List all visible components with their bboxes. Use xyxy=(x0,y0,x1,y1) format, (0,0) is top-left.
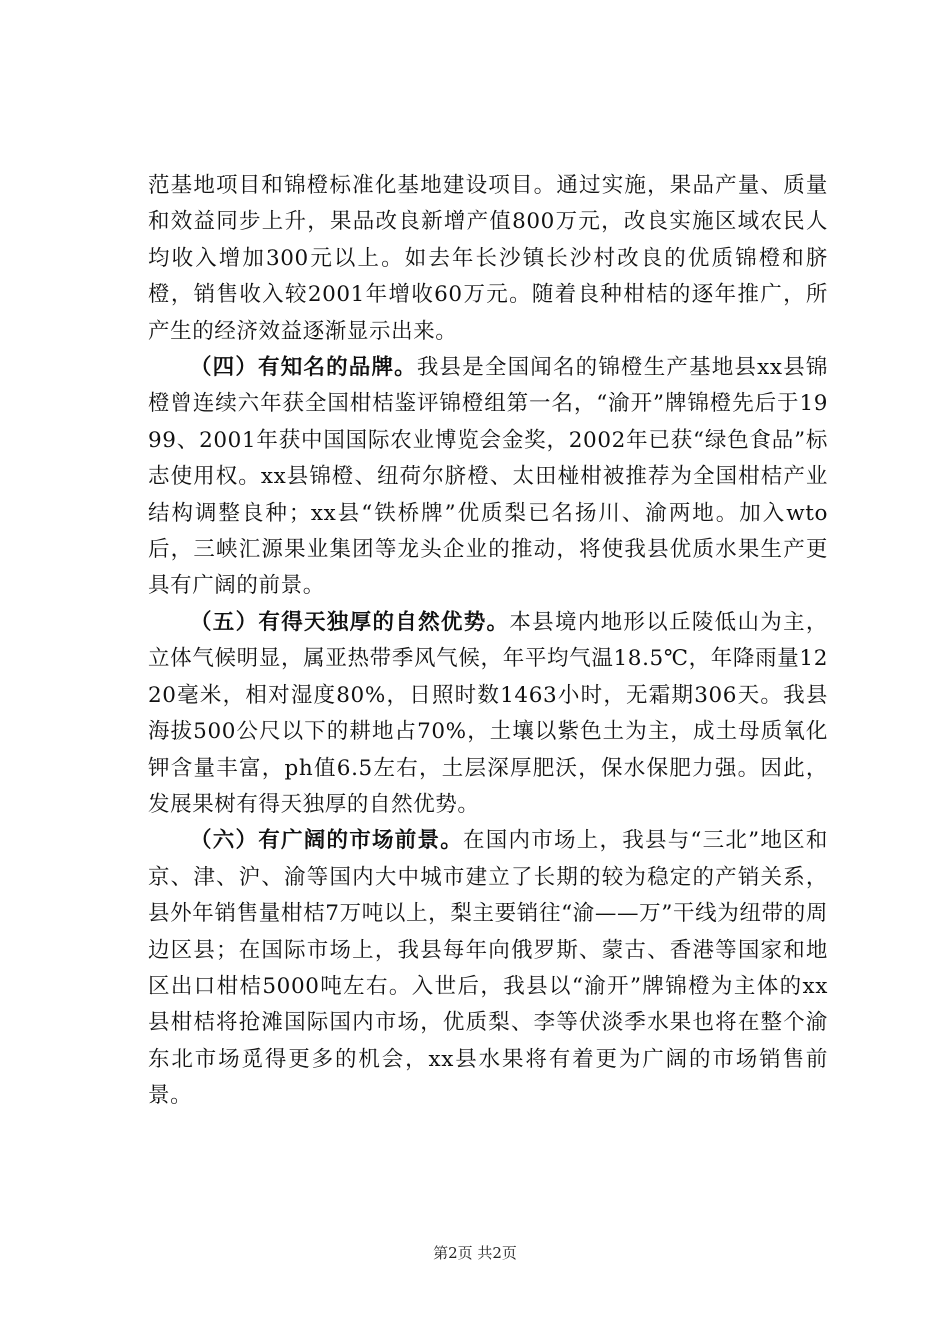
page-footer xyxy=(0,1243,950,1263)
page-number-label: 第2页 共2页 xyxy=(433,1244,517,1262)
section-heading-market: （六）有广阔的市场前景。 xyxy=(190,828,463,854)
paragraph-text: 在国内市场上，我县与“三北”地区和京、津、沪、渝等国内大中城市建立了长期的较为稳定的产销关系，县外年销售量柑桔7万吨以上，梨主要销往“渝——万”干线为纽带的周边区县；在国际市场上，我县每年向俄罗斯、蒙古、香港等国家和地区出口柑桔5000吨左右。入世后，我县以“渝开”牌锦橙为主体的xx县柑桔将抢滩国际国内市场，优质梨、李等伏淡季水果也将在整个渝东北市场觅得更多的机会，xx县水果将有着更为广阔的市场销售前景。 xyxy=(148,828,829,1109)
paragraph-natural-advantage xyxy=(148,605,828,823)
document-body xyxy=(148,168,828,1115)
paragraph-market xyxy=(148,823,828,1114)
section-heading-natural-advantage: （五）有得天独厚的自然优势。 xyxy=(190,609,510,635)
paragraph-text: 范基地项目和锦橙标准化基地建设项目。通过实施，果品产量、质量和效益同步上升，果品改良新增产值800万元，改良实施区域农民人均收入增加300元以上。如去年长沙镇长沙村改良的优质锦橙和脐橙，销售收入较2001年增收60万元。随着良种柑桔的逐年推广，所产生的经济效益逐渐显示出来。 xyxy=(148,173,828,344)
section-heading-brand: （四）有知名的品牌。 xyxy=(190,355,417,381)
paragraph-text: 我县是全国闻名的锦橙生产基地县xx县锦橙曾连续六年获全国柑桔鉴评锦橙组第一名，“渝开”牌锦橙先后于1999、2001年获中国国际农业博览会金奖，2002年已获“绿色食品”标志使用权。xx县锦橙、纽荷尔脐橙、太田椪柑被推荐为全国柑桔产业结构调整良种；xx县“铁桥牌”优质梨已名扬川、渝两地。加入wto后，三峡汇源果业集团等龙头企业的推动，将使我县优质水果生产更具有广阔的前景。 xyxy=(148,355,828,599)
paragraph-continuation xyxy=(148,168,828,350)
paragraph-brand xyxy=(148,350,828,605)
paragraph-text: 本县境内地形以丘陵低山为主，立体气候明显，属亚热带季风气候，年平均气温18.5℃，年降雨量1220毫米，相对湿度80%，日照时数1463小时，无霜期306天。我县海拔500公尺以下的耕地占70%，土壤以紫色土为主，成土母质氧化钾含量丰富，ph值6.5左右，土层深厚肥沃，保水保肥力强。因此，发展果树有得天独厚的自然优势。 xyxy=(148,609,828,817)
